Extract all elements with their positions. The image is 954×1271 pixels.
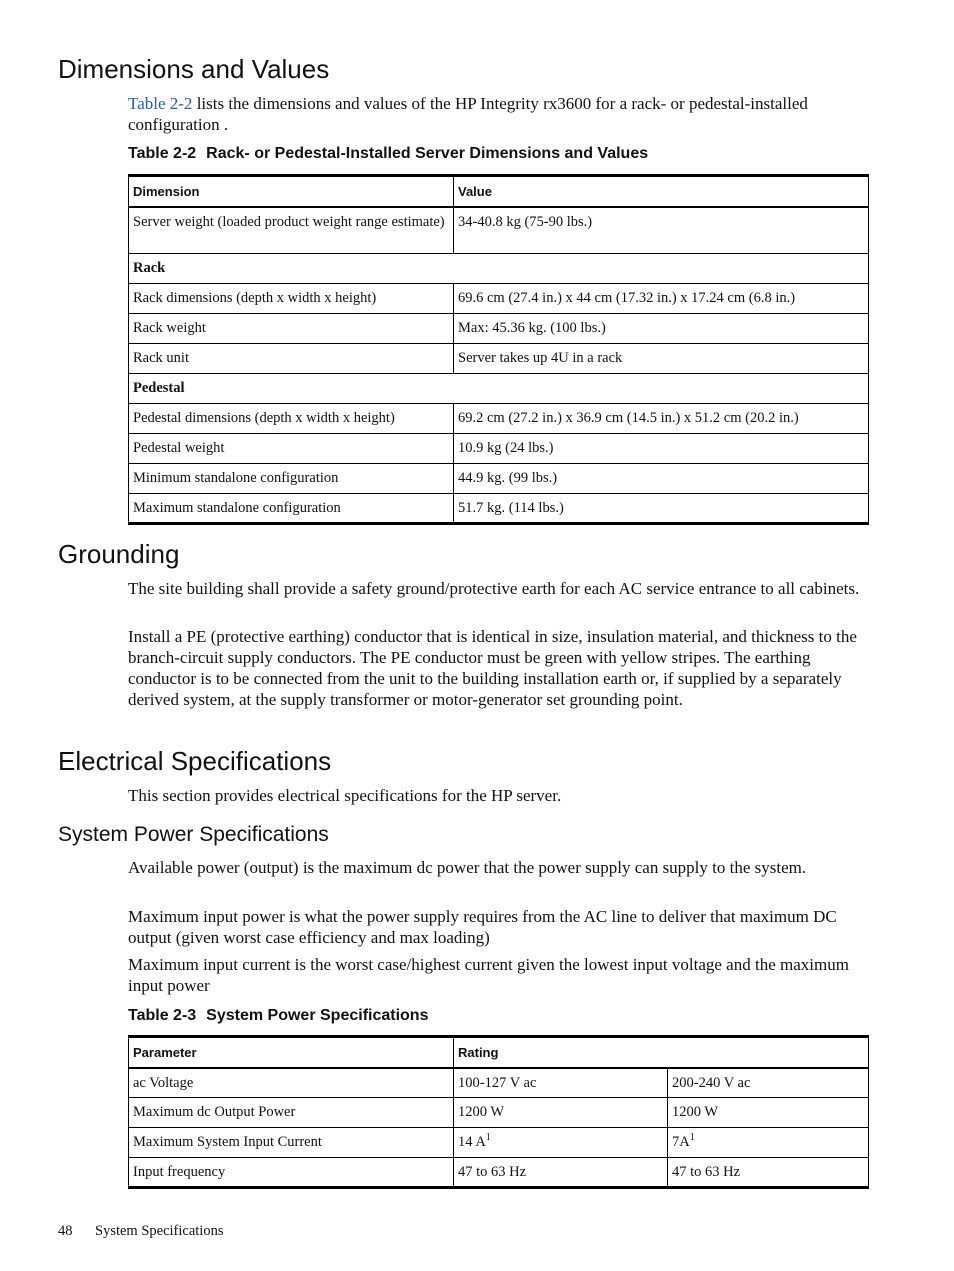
- table-row: [129, 464, 869, 494]
- table-row: [129, 1158, 869, 1188]
- table-row: [129, 207, 869, 254]
- parameter-cell: ac Voltage: [129, 1068, 454, 1098]
- column-header-parameter: Parameter: [129, 1037, 454, 1068]
- table-row: [129, 344, 869, 374]
- rating-cell-high: 200-240 V ac: [668, 1068, 869, 1098]
- footnote-marker[interactable]: 1: [689, 1132, 695, 1143]
- table-2-2-title: Rack- or Pedestal-Installed Server Dimensions and Values: [206, 145, 649, 162]
- rating-value: 7A: [672, 1134, 690, 1150]
- dimensions-intro-text: lists the dimensions and values of the HP Integrity rx3600 for a rack- or pedestal-installed configuration .: [128, 94, 808, 134]
- grounding-paragraph-1: The site building shall provide a safety ground/protective earth for each AC service entrance to all cabinets.: [128, 579, 860, 598]
- table-section-row: [129, 254, 869, 284]
- value-cell: 69.2 cm (27.2 in.) x 36.9 cm (14.5 in.) x 51.2 cm (20.2 in.): [454, 404, 869, 434]
- table-2-2-link[interactable]: Table 2-2: [128, 94, 193, 113]
- page-number: 48: [58, 1223, 73, 1239]
- system-power-paragraph-3: Maximum input current is the worst case/highest current given the lowest input voltage and the maximum input power: [128, 955, 849, 995]
- section-label-pedestal: Pedestal: [129, 374, 869, 404]
- table-row: [129, 494, 869, 524]
- column-header-value: Value: [454, 176, 869, 207]
- dimensions-table: [128, 174, 869, 525]
- system-power-table: [128, 1035, 869, 1189]
- table-row: [129, 434, 869, 464]
- rating-cell-high: 1200 W: [668, 1098, 869, 1128]
- table-row: [129, 314, 869, 344]
- table-row: [129, 1068, 869, 1098]
- section-label-rack: Rack: [129, 254, 869, 284]
- dimension-cell: Pedestal weight: [129, 434, 454, 464]
- parameter-cell: Input frequency: [129, 1158, 454, 1188]
- page-footer: [58, 1222, 223, 1240]
- rating-cell-low: 1200 W: [454, 1098, 668, 1128]
- table-2-3-title: System Power Specifications: [206, 1007, 429, 1024]
- dimension-cell: Maximum standalone configuration: [129, 494, 454, 524]
- heading-dimensions-and-values: Dimensions and Values: [58, 54, 330, 84]
- rating-cell-low: [454, 1128, 668, 1158]
- parameter-cell: Maximum System Input Current: [129, 1128, 454, 1158]
- system-power-paragraph-1: Available power (output) is the maximum dc power that the power supply can supply to the system.: [128, 858, 807, 877]
- rating-cell-low: 100-127 V ac: [454, 1068, 668, 1098]
- column-header-rating: Rating: [454, 1037, 869, 1068]
- value-cell: 69.6 cm (27.4 in.) x 44 cm (17.32 in.) x 17.24 cm (6.8 in.): [454, 284, 869, 314]
- table-2-2-number: Table 2-2: [128, 145, 197, 162]
- table-row: [129, 1128, 869, 1158]
- value-cell: Max: 45.36 kg. (100 lbs.): [454, 314, 869, 344]
- value-cell: 44.9 kg. (99 lbs.): [454, 464, 869, 494]
- parameter-cell: Maximum dc Output Power: [129, 1098, 454, 1128]
- dimension-cell: Pedestal dimensions (depth x width x height): [129, 404, 454, 434]
- table-section-row: [129, 374, 869, 404]
- system-power-paragraph-2: Maximum input power is what the power supply requires from the AC line to deliver that maximum DC output (given worst case efficiency and max loading): [128, 907, 837, 947]
- table-2-3-number: Table 2-3: [128, 1007, 197, 1024]
- value-cell: 10.9 kg (24 lbs.): [454, 434, 869, 464]
- dimension-cell: Server weight (loaded product weight range estimate): [129, 207, 454, 254]
- rating-cell-high: [668, 1128, 869, 1158]
- rating-cell-low: 47 to 63 Hz: [454, 1158, 668, 1188]
- table-row: [129, 404, 869, 434]
- dimension-cell: Rack weight: [129, 314, 454, 344]
- table-2-2-caption: [128, 144, 648, 164]
- table-row: [129, 284, 869, 314]
- rating-value: 14 A: [458, 1134, 486, 1150]
- footnote-marker[interactable]: 1: [485, 1132, 491, 1143]
- table-header-row: [129, 176, 869, 207]
- dimension-cell: Rack dimensions (depth x width x height): [129, 284, 454, 314]
- heading-electrical-specifications: Electrical Specifications: [58, 746, 332, 776]
- column-header-dimension: Dimension: [129, 176, 454, 207]
- heading-system-power-specifications: System Power Specifications: [58, 823, 329, 846]
- rating-cell-high: 47 to 63 Hz: [668, 1158, 869, 1188]
- electrical-paragraph: This section provides electrical specifications for the HP server.: [128, 786, 562, 805]
- dimension-cell: Minimum standalone configuration: [129, 464, 454, 494]
- table-row: [129, 1098, 869, 1128]
- table-header-row: [129, 1037, 869, 1068]
- heading-grounding: Grounding: [58, 539, 180, 569]
- value-cell: 51.7 kg. (114 lbs.): [454, 494, 869, 524]
- dimensions-intro-paragraph: [128, 93, 870, 135]
- table-2-3-caption: [128, 1006, 428, 1026]
- grounding-paragraph-2: Install a PE (protective earthing) conductor that is identical in size, insulation material, and thickness to the branch-circuit supply conductors. The PE conductor must be green with yellow stripes. The earthing conductor is to be connected from the unit to the building installation earth or, if supplied by a separately derived system, at the supply transformer or motor-generator set grounding point.: [128, 627, 857, 709]
- dimension-cell: Rack unit: [129, 344, 454, 374]
- value-cell: 34-40.8 kg (75-90 lbs.): [454, 207, 869, 254]
- value-cell: Server takes up 4U in a rack: [454, 344, 869, 374]
- footer-chapter-title: System Specifications: [95, 1223, 224, 1239]
